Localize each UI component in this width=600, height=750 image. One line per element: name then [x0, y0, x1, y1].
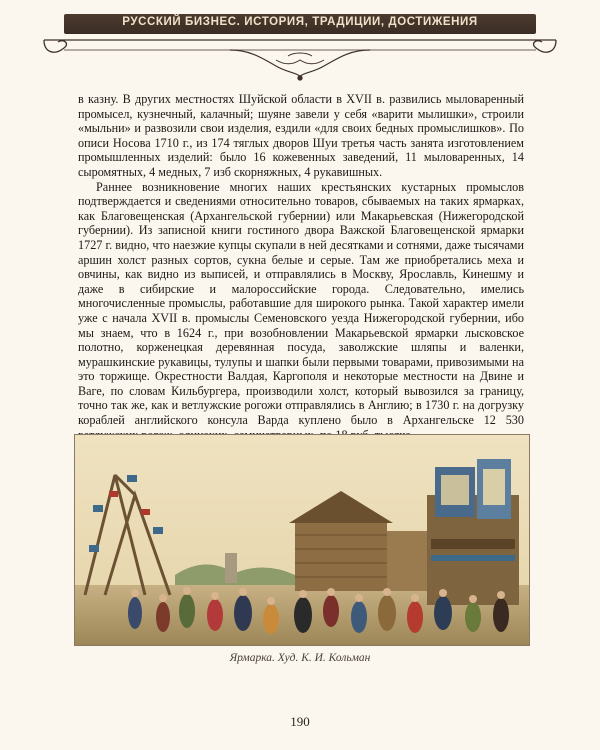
paragraph: Раннее возникновение многих наших крестьянских кустарных промыслов подтверждается и сведениями относительно товаров, сбываемых на таких ярмарках, как Благовещенская (Архангельской губернии) или Макарьевская (Нижегородской губернии). Из записной книги гостиного двора Важской Благовещенской ярмарки 1727 г. видно, что наезжие купцы скупали в ней десятками и сотнями, даже тысячами аршин холст разных сортов, сукна белые и серые. Там же приобретались меха и овчины, как видно из выписей, и отправлялись в Москву, Ярославль, Кинешму и даже в сибирские и малороссийские города. Следовательно, имелись многочисленные промыслы, работавшие для широкого рынка. Такой характер имели уже с начала XVII в. промыслы Семеновского уезда Нижегородской губернии, ибо мы знаем, что в 1624 г., при возобновлении Макарьевской ярмарки лысковское полотно, корженецкая деревянная посуда, заволжские шляпы и валенки, мурашкинские рукавицы, тулупы и шапки были первыми товарами, привозимыми на это торжище. Окрестности Валдая, Каргополя и некоторые местности на Двине и Ваге, по словам Кильбургера, производили холст, который вывозился за границу, точно так же, как и ветлужские рогожи отправлялись в Англию; в 1730 г. на догрузку кораблей английского консула Варда куплено было в Архангельске 12 530	[78, 179, 524, 428]
painting-image	[75, 435, 529, 645]
running-header	[64, 14, 536, 34]
paragraph: в казну. В других местностях Шуйской области в XVII в. развились мыловаренный промысел, кузнечный, калачный; шуяне завели у себя «варити мылишки», строили «мыльни» и развозили свои изделия, ездили «для своих бедных промыслишков». По описи Носова 1710 г., из 174 тяглых дворов Шуи третья часть занята изготовлением промышленных изделий: было 16 кожевенных заведений, 11 мыловаренных, 14 сыромятных, 4 медных, 7 изб скорняжных, 4 рукавишных.	[78, 92, 524, 179]
figure-caption: Ярмарка. Худ. К. И. Кольман	[229, 652, 371, 664]
running-header-title: РУССКИЙ БИЗНЕС. ИСТОРИЯ, ТРАДИЦИИ, ДОСТИЖЕНИЯ	[122, 16, 478, 28]
page-number: 190	[290, 714, 310, 729]
fair-illustration	[74, 434, 530, 646]
body-text	[78, 92, 524, 471]
header-ornament	[40, 34, 560, 84]
